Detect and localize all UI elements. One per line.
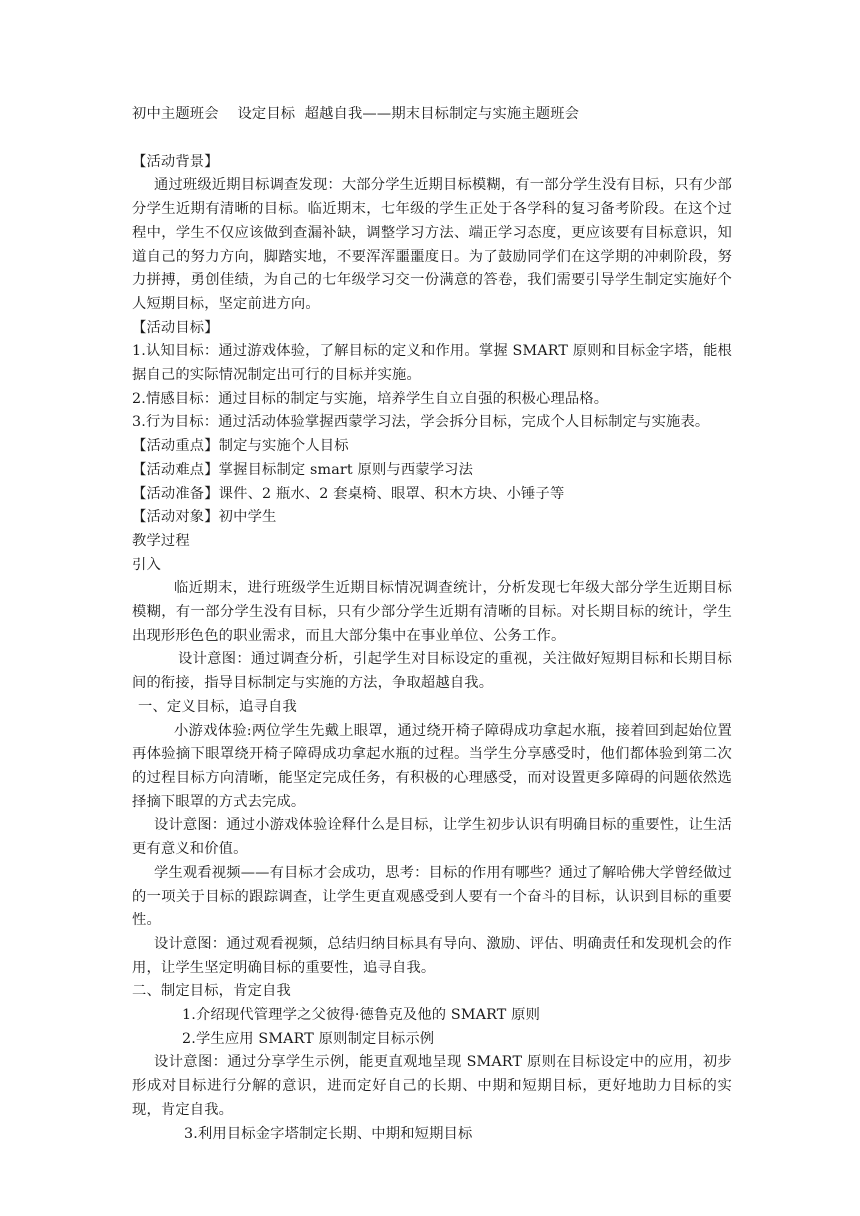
intro-heading: 引入 <box>132 556 161 573</box>
section1-video-paragraph: 学生观看视频——有目标才会成功，思考：目标的作用有哪些？通过了解哈佛大学曾经做过的一项关于目标的跟踪调查，让学生更直观感受到人要有一个奋斗的目标，认识到目标的重要性。 <box>132 864 732 929</box>
section1-design-intent-1: 设计意图：通过小游戏体验诠释什么是目标，让学生初步认识有明确目标的重要性，让生活更有意义和价值。 <box>132 817 732 858</box>
section2-item-2: 2.学生应用 SMART 原则制定目标示例 <box>182 1030 435 1047</box>
preparation: 【活动准备】课件、2 瓶水、2 套桌椅、眼罩、积木方块、小锤子等 <box>132 485 565 502</box>
audience: 【活动对象】初中学生 <box>132 509 277 526</box>
section2-item-1: 1.介绍现代管理学之父彼得·德鲁克及他的 SMART 原则 <box>182 1007 541 1024</box>
section1-heading: 一、定义目标，追寻自我 <box>138 698 297 715</box>
goals-heading: 【活动目标】 <box>132 319 219 336</box>
section2-item-3: 3.利用目标金字塔制定长期、中期和短期目标 <box>184 1125 473 1142</box>
key-point: 【活动重点】制定与实施个人目标 <box>132 438 349 455</box>
goal-emotional: 2.情感目标：通过目标的制定与实施，培养学生自立自强的积极心理品格。 <box>132 390 609 407</box>
section2-heading: 二、制定目标，肯定自我 <box>132 983 291 1000</box>
goal-cognitive: 1.认知目标：通过游戏体验，了解目标的定义和作用。掌握 SMART 原则和目标金字塔，能根据自己的实际情况制定出可行的目标并实施。 <box>132 343 732 384</box>
goal-behavioral: 3.行为目标：通过活动体验掌握西蒙学习法，学会拆分目标，完成个人目标制定与实施表。 <box>132 414 710 431</box>
difficulty: 【活动难点】掌握目标制定 smart 原则与西蒙学习法 <box>132 461 474 478</box>
intro-paragraph: 临近期末，进行班级学生近期目标情况调查统计，分析发现七年级大部分学生近期目标模糊，有一部分学生没有目标，只有少部分学生近期有清晰的目标。对长期目标的统计，学生出现形形色色的职业需求，而且大部分集中在事业单位、公务工作。 <box>132 580 732 644</box>
background-heading: 【活动背景】 <box>132 153 219 170</box>
process-heading: 教学过程 <box>132 532 190 549</box>
section2-design-intent: 设计意图：通过分享学生示例，能更直观地呈现 SMART 原则在目标设定中的应用，初步形成对目标进行分解的意识，进而定好自己的长期、中期和短期目标，更好地助力目标的实现，肯定自我。 <box>132 1054 732 1118</box>
background-paragraph: 通过班级近期目标调查发现：大部分学生近期目标模糊，有一部分学生没有目标，只有少部分学生近期有清晰的目标。临近期末，七年级的学生正处于各学科的复习备考阶段。在这个过程中，学生不仅应该做到查漏补缺，调整学习方法、端正学习态度，更应该要有目标意识，知道自己的努力方向，脚踏实地，不要浑浑噩噩度日。为了鼓励同学们在这学期的冲刺阶段，努力拼搏，勇创佳绩，为自己的七年级学习交一份满意的答卷，我们需要引导学生制定实施好个人短期目标，坚定前进方向。 <box>132 177 732 312</box>
document-page <box>132 103 732 1146</box>
section1-game-paragraph: 小游戏体验:两位学生先戴上眼罩，通过绕开椅子障碍成功拿起水瓶，接着回到起始位置再体验摘下眼罩绕开椅子障碍成功拿起水瓶的过程。当学生分享感受时，他们都体验到第二次的过程目标方向清晰，能坚定完成任务，有积极的心理感受，而对设置更多障碍的问题依然选择摘下眼罩的方式去完成。 <box>132 722 732 810</box>
intro-design-intent: 设计意图：通过调查分析，引起学生对目标设定的重视，关注做好短期目标和长期目标间的衔接，指导目标制定与实施的方法，争取超越自我。 <box>132 651 732 692</box>
section1-design-intent-2: 设计意图：通过观看视频，总结归纳目标具有导向、激励、评估、明确责任和发现机会的作用，让学生坚定明确目标的重要性，追寻自我。 <box>132 935 732 976</box>
document-title: 初中主题班会 设定目标 超越自我——期末目标制定与实施主题班会 <box>132 106 580 122</box>
